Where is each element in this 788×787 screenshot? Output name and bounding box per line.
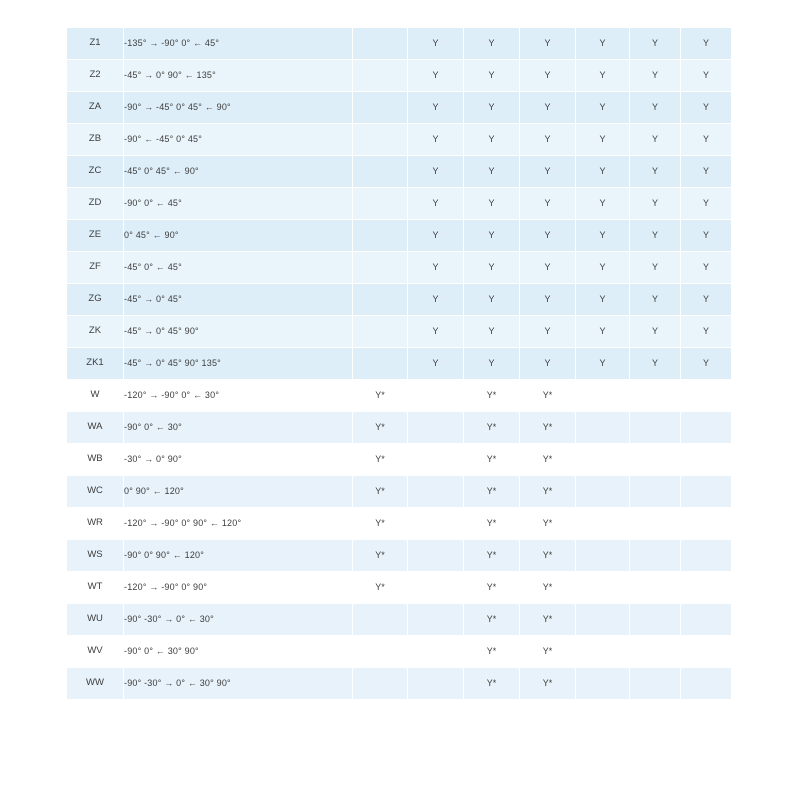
cell-mark: [408, 604, 464, 636]
cell-mark: Y: [576, 316, 630, 348]
cell-mark: [353, 284, 408, 316]
cell-mark: Y: [681, 92, 732, 124]
cell-mark: Y: [576, 252, 630, 284]
cell-mark: [353, 124, 408, 156]
cell-code: WT: [67, 572, 124, 604]
cell-mark: Y: [464, 188, 520, 220]
cell-mark: Y: [408, 156, 464, 188]
cell-mark: Y: [408, 316, 464, 348]
cell-mark: [353, 60, 408, 92]
cell-mark: [630, 636, 681, 668]
cell-mark: Y: [464, 284, 520, 316]
cell-mark: Y: [520, 348, 576, 380]
cell-mark: Y: [464, 92, 520, 124]
cell-mark: Y: [408, 252, 464, 284]
cell-angles: -90° ← -45° 0° 45°: [124, 124, 353, 156]
cell-mark: [353, 636, 408, 668]
cell-code: ZK1: [67, 348, 124, 380]
cell-code: WC: [67, 476, 124, 508]
cell-mark: [353, 604, 408, 636]
cell-mark: [681, 540, 732, 572]
cell-angles: 0° 90° ← 120°: [124, 476, 353, 508]
cell-mark: Y: [464, 124, 520, 156]
cell-mark: Y*: [464, 444, 520, 476]
cell-mark: Y: [630, 92, 681, 124]
table-row: [67, 124, 732, 156]
table-row: [67, 348, 732, 380]
table-row: [67, 444, 732, 476]
cell-mark: Y*: [520, 508, 576, 540]
cell-mark: Y: [520, 252, 576, 284]
cell-mark: [408, 380, 464, 412]
cell-mark: Y: [464, 60, 520, 92]
table-row: [67, 540, 732, 572]
cell-mark: Y*: [353, 540, 408, 572]
cell-mark: Y: [630, 252, 681, 284]
cell-mark: [576, 636, 630, 668]
cell-mark: Y: [520, 28, 576, 60]
cell-mark: [353, 188, 408, 220]
cell-angles: -30° → 0° 90°: [124, 444, 353, 476]
cell-mark: Y: [408, 188, 464, 220]
cell-angles: -45° 0° ← 45°: [124, 252, 353, 284]
cell-angles: -90° -30° → 0° ← 30°: [124, 604, 353, 636]
cell-mark: [353, 92, 408, 124]
cell-mark: Y: [681, 348, 732, 380]
cell-code: Z2: [67, 60, 124, 92]
table-row: [67, 508, 732, 540]
cell-mark: Y: [630, 28, 681, 60]
cell-mark: [630, 572, 681, 604]
cell-mark: [630, 508, 681, 540]
cell-mark: [353, 220, 408, 252]
cell-code: WB: [67, 444, 124, 476]
table-row: [67, 92, 732, 124]
cell-angles: -90° → -45° 0° 45° ← 90°: [124, 92, 353, 124]
table-row: [67, 28, 732, 60]
cell-angles: -90° 0° ← 30°: [124, 412, 353, 444]
cell-mark: Y: [464, 28, 520, 60]
cell-mark: Y: [408, 348, 464, 380]
cell-mark: Y: [681, 284, 732, 316]
cell-code: ZD: [67, 188, 124, 220]
cell-mark: Y: [520, 284, 576, 316]
cell-mark: Y: [408, 28, 464, 60]
cell-mark: Y: [681, 220, 732, 252]
cell-angles: -90° -30° → 0° ← 30° 90°: [124, 668, 353, 700]
cell-mark: Y: [576, 348, 630, 380]
cell-mark: Y: [520, 220, 576, 252]
cell-mark: Y: [630, 188, 681, 220]
cell-mark: Y: [464, 316, 520, 348]
cell-mark: Y: [681, 156, 732, 188]
cell-mark: [681, 572, 732, 604]
cell-mark: Y: [576, 156, 630, 188]
cell-mark: Y: [681, 124, 732, 156]
table-row: [67, 252, 732, 284]
cell-mark: [576, 540, 630, 572]
cell-code: ZA: [67, 92, 124, 124]
cell-mark: [681, 604, 732, 636]
cell-mark: [630, 380, 681, 412]
cell-mark: [630, 412, 681, 444]
cell-mark: [408, 508, 464, 540]
cell-mark: Y*: [520, 380, 576, 412]
cell-mark: [408, 444, 464, 476]
table-row: [67, 636, 732, 668]
cell-mark: Y: [408, 220, 464, 252]
cell-mark: Y*: [464, 636, 520, 668]
cell-mark: Y: [681, 28, 732, 60]
cell-mark: Y: [408, 284, 464, 316]
cell-mark: [576, 444, 630, 476]
cell-mark: Y: [630, 220, 681, 252]
cell-mark: Y: [576, 60, 630, 92]
cell-angles: -45° → 0° 90° ← 135°: [124, 60, 353, 92]
cell-mark: Y*: [353, 444, 408, 476]
cell-angles: -45° 0° 45° ← 90°: [124, 156, 353, 188]
cell-code: WS: [67, 540, 124, 572]
table-row: [67, 476, 732, 508]
cell-mark: Y: [464, 220, 520, 252]
cell-mark: [353, 316, 408, 348]
cell-mark: Y*: [464, 540, 520, 572]
cell-mark: [681, 508, 732, 540]
cell-mark: Y: [681, 60, 732, 92]
table-row: [67, 188, 732, 220]
cell-code: WV: [67, 636, 124, 668]
cell-code: ZK: [67, 316, 124, 348]
table-body: [67, 28, 732, 700]
cell-mark: Y: [681, 252, 732, 284]
cell-mark: Y*: [353, 572, 408, 604]
cell-angles: -120° → -90° 0° ← 30°: [124, 380, 353, 412]
cell-mark: Y*: [464, 412, 520, 444]
cell-mark: Y: [630, 60, 681, 92]
cell-mark: Y: [630, 316, 681, 348]
cell-mark: [408, 668, 464, 700]
cell-mark: [681, 636, 732, 668]
cell-mark: [681, 476, 732, 508]
cell-mark: [681, 380, 732, 412]
cell-mark: Y*: [520, 540, 576, 572]
cell-code: W: [67, 380, 124, 412]
cell-mark: Y*: [464, 380, 520, 412]
cell-angles: 0° 45° ← 90°: [124, 220, 353, 252]
cell-mark: [576, 572, 630, 604]
cell-mark: [353, 156, 408, 188]
cell-mark: [576, 380, 630, 412]
cell-mark: Y: [520, 124, 576, 156]
cell-mark: [353, 28, 408, 60]
cell-mark: [681, 444, 732, 476]
table-row: [67, 156, 732, 188]
cell-code: WU: [67, 604, 124, 636]
cell-mark: Y: [464, 348, 520, 380]
cell-mark: [408, 540, 464, 572]
table-row: [67, 284, 732, 316]
spec-table-container: [66, 27, 722, 700]
cell-mark: Y*: [353, 412, 408, 444]
cell-mark: [408, 412, 464, 444]
angle-code-table: [66, 27, 732, 700]
cell-mark: [408, 572, 464, 604]
cell-mark: [576, 476, 630, 508]
cell-mark: Y*: [520, 668, 576, 700]
cell-mark: Y: [576, 92, 630, 124]
cell-mark: Y: [408, 124, 464, 156]
cell-mark: [408, 476, 464, 508]
cell-mark: Y*: [353, 380, 408, 412]
cell-mark: Y: [681, 316, 732, 348]
cell-mark: [353, 668, 408, 700]
cell-mark: Y: [630, 348, 681, 380]
cell-code: ZB: [67, 124, 124, 156]
cell-mark: [681, 412, 732, 444]
cell-mark: Y: [576, 220, 630, 252]
cell-mark: Y*: [520, 604, 576, 636]
cell-mark: [576, 412, 630, 444]
cell-mark: [408, 636, 464, 668]
cell-mark: [353, 348, 408, 380]
table-row: [67, 60, 732, 92]
cell-mark: [353, 252, 408, 284]
cell-mark: Y: [408, 92, 464, 124]
cell-mark: Y: [520, 316, 576, 348]
cell-mark: [630, 668, 681, 700]
cell-mark: Y: [520, 92, 576, 124]
cell-mark: [630, 604, 681, 636]
cell-code: ZF: [67, 252, 124, 284]
cell-mark: Y: [464, 252, 520, 284]
cell-code: Z1: [67, 28, 124, 60]
cell-mark: Y: [520, 60, 576, 92]
cell-mark: Y*: [464, 508, 520, 540]
cell-code: ZE: [67, 220, 124, 252]
cell-angles: -45° → 0° 45° 90°: [124, 316, 353, 348]
cell-code: WA: [67, 412, 124, 444]
cell-mark: Y: [630, 284, 681, 316]
cell-mark: [630, 540, 681, 572]
cell-code: WW: [67, 668, 124, 700]
cell-code: ZC: [67, 156, 124, 188]
cell-mark: Y: [681, 188, 732, 220]
cell-mark: [630, 444, 681, 476]
cell-mark: Y*: [520, 412, 576, 444]
cell-mark: Y: [576, 124, 630, 156]
table-row: [67, 220, 732, 252]
cell-mark: Y*: [464, 476, 520, 508]
cell-mark: Y*: [353, 476, 408, 508]
table-row: [67, 316, 732, 348]
table-row: [67, 604, 732, 636]
cell-mark: Y: [520, 188, 576, 220]
cell-angles: -90° 0° ← 45°: [124, 188, 353, 220]
cell-mark: Y: [520, 156, 576, 188]
cell-mark: Y*: [464, 604, 520, 636]
cell-mark: Y*: [520, 636, 576, 668]
cell-mark: Y: [630, 124, 681, 156]
cell-mark: Y: [576, 284, 630, 316]
cell-mark: Y: [464, 156, 520, 188]
cell-angles: -120° → -90° 0° 90°: [124, 572, 353, 604]
cell-mark: Y*: [353, 508, 408, 540]
cell-mark: [630, 476, 681, 508]
cell-mark: [576, 508, 630, 540]
cell-angles: -45° → 0° 45°: [124, 284, 353, 316]
cell-angles: -120° → -90° 0° 90° ← 120°: [124, 508, 353, 540]
cell-code: ZG: [67, 284, 124, 316]
cell-angles: -90° 0° ← 30° 90°: [124, 636, 353, 668]
cell-mark: Y*: [464, 572, 520, 604]
table-row: [67, 412, 732, 444]
cell-mark: [576, 604, 630, 636]
cell-mark: Y*: [464, 668, 520, 700]
cell-mark: Y*: [520, 572, 576, 604]
table-row: [67, 572, 732, 604]
cell-mark: Y: [630, 156, 681, 188]
cell-mark: [681, 668, 732, 700]
cell-mark: Y*: [520, 444, 576, 476]
table-row: [67, 668, 732, 700]
cell-mark: Y: [408, 60, 464, 92]
table-row: [67, 380, 732, 412]
cell-mark: Y: [576, 188, 630, 220]
cell-mark: [576, 668, 630, 700]
cell-angles: -135° → -90° 0° ← 45°: [124, 28, 353, 60]
cell-code: WR: [67, 508, 124, 540]
cell-angles: -45° → 0° 45° 90° 135°: [124, 348, 353, 380]
cell-angles: -90° 0° 90° ← 120°: [124, 540, 353, 572]
cell-mark: Y*: [520, 476, 576, 508]
cell-mark: Y: [576, 28, 630, 60]
